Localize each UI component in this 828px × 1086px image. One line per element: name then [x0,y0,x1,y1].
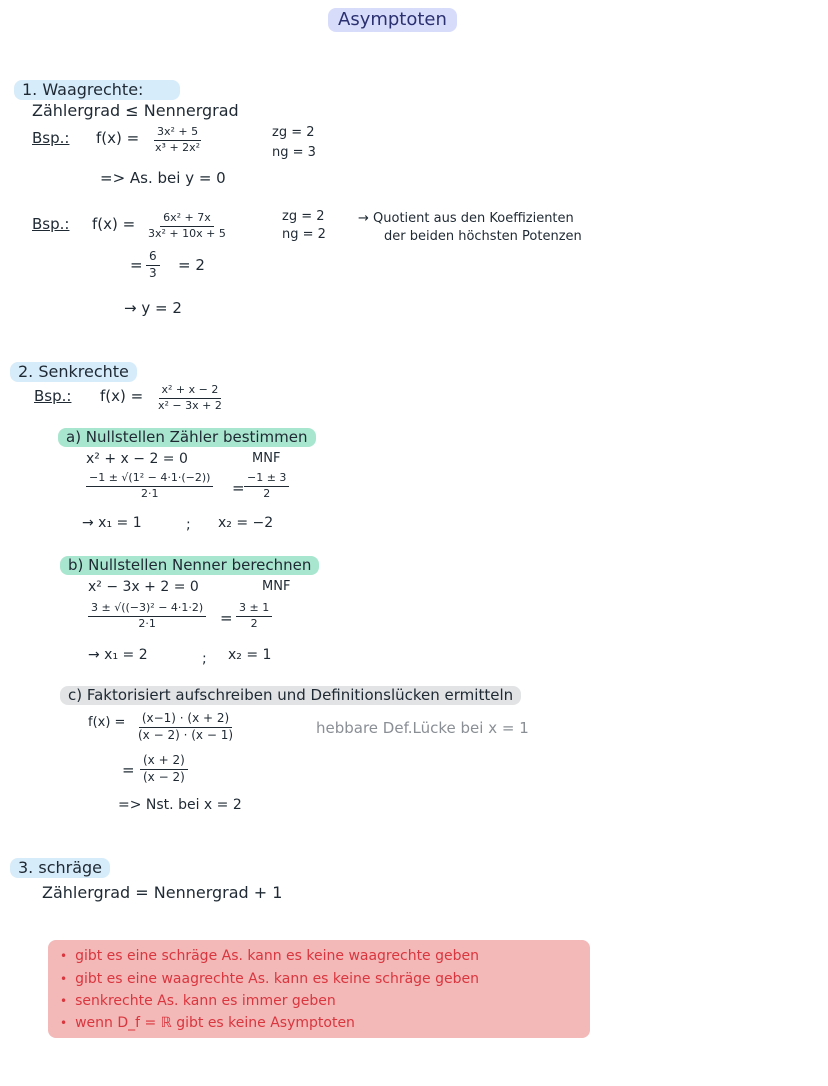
result-text: => As. bei y = 0 [100,169,226,187]
denominator: x³ + 2x² [155,140,201,154]
quotient-result: = 2 [178,256,205,274]
quotient-note: der beiden höchsten Potenzen [384,229,582,244]
equals-sign: = [232,479,245,497]
denominator: (x − 2) [143,769,185,784]
mnf-label: MNF [252,451,281,466]
numerator: −1 ± 3 [244,472,289,487]
fraction-mnf-a-result [244,472,289,500]
equation: x² + x − 2 = 0 [86,451,188,467]
equals-sign: = [220,609,233,627]
section-heading-senkrechte: 2. Senkrechte [10,362,137,382]
zg-value: zg = 2 [272,125,315,140]
denominator: 2 [250,616,258,630]
equation: x² − 3x + 2 = 0 [88,579,199,595]
mnf-label: MNF [262,579,291,594]
result-text: → y = 2 [124,299,182,317]
note-item: • gibt es eine waagrechte As. kann es keine schräge geben [60,971,479,987]
numerator: −1 ± √(1² − 4·1·(−2)) [86,472,213,487]
section-heading-waagrechte: 1. Waagrechte: [14,80,180,100]
denominator: 3x² + 10x + 5 [148,226,226,240]
fraction-reduced [140,754,188,785]
zg-value: zg = 2 [282,209,325,224]
numerator: 6 [146,250,160,266]
root-x2: x₂ = 1 [228,647,272,663]
equals-sign: = [130,256,143,274]
note-item: • senkrechte As. kann es immer geben [60,993,336,1009]
quotient-note: → Quotient aus den Koeffizienten [358,211,574,226]
ng-value: ng = 2 [282,227,326,242]
numerator: 6x² + 7x [160,212,214,227]
function-label: f(x) = [88,715,126,730]
function-label: f(x) = [100,387,144,405]
separator: ; [202,651,207,667]
fraction-mnf-a [86,472,213,500]
page-title: Asymptoten [328,8,457,32]
rule-waagrechte: Zählergrad ≤ Nennergrad [32,101,239,120]
summary-note-box [48,940,590,1038]
root-x1: → x₁ = 1 [82,515,142,531]
subheading-a: a) Nullstellen Zähler bestimmen [58,428,316,447]
fraction-factorized [138,712,233,743]
example-label: Bsp.: [32,129,70,147]
result-text: => Nst. bei x = 2 [118,797,242,813]
note-item: • wenn D_f = ℝ gibt es keine Asymptoten [60,1015,355,1031]
fraction-example2 [148,212,226,240]
numerator: 3 ± √((−3)² − 4·1·2) [88,602,206,617]
numerator: x² + x − 2 [159,384,222,399]
fraction-mnf-b-result [236,602,272,630]
removable-gap-note: hebbare Def.Lücke bei x = 1 [316,719,529,737]
fraction-quotient [146,250,160,281]
fraction-example1 [154,126,201,154]
root-x2: x₂ = −2 [218,515,274,531]
numerator: 3x² + 5 [154,126,201,141]
numerator: (x−1) · (x + 2) [139,712,232,728]
subheading-b: b) Nullstellen Nenner berechnen [60,556,319,575]
denominator: 3 [149,265,157,280]
numerator: (x + 2) [140,754,188,770]
example-label: Bsp.: [34,387,72,405]
denominator: x² − 3x + 2 [158,398,222,412]
rule-schraege: Zählergrad = Nennergrad + 1 [42,883,283,902]
function-label: f(x) = [96,129,140,147]
denominator: 2 [263,486,271,500]
fraction-mnf-b [88,602,206,630]
denominator: 2·1 [140,486,159,500]
denominator: (x − 2) · (x − 1) [138,727,234,742]
root-x1: → x₁ = 2 [88,647,148,663]
example-label: Bsp.: [32,215,70,233]
separator: ; [186,517,191,533]
ng-value: ng = 3 [272,145,316,160]
function-label: f(x) = [92,215,136,233]
note-item: • gibt es eine schräge As. kann es keine waagrechte geben [60,948,479,964]
denominator: 2·1 [138,616,156,630]
fraction-senkrechte [158,384,222,412]
equals-sign: = [122,761,135,779]
numerator: 3 ± 1 [236,602,272,617]
subheading-c: c) Faktorisiert aufschreiben und Definitionslücken ermitteln [60,686,521,705]
section-heading-schraege: 3. schräge [10,858,110,878]
